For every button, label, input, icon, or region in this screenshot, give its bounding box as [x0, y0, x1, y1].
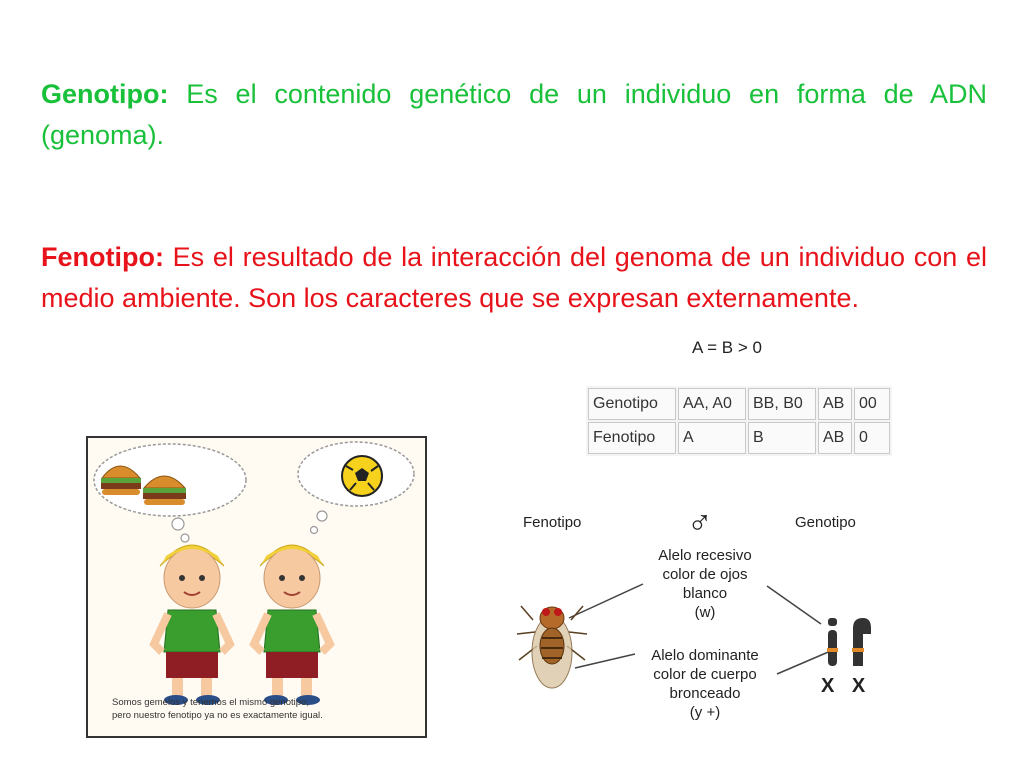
- recessive-line: blanco: [682, 585, 728, 602]
- table-cell: 00: [854, 388, 890, 420]
- blood-group-table: [586, 386, 892, 456]
- genotipo-label: Genotipo: [795, 514, 856, 531]
- table-cell: AA, A0: [678, 388, 746, 420]
- fenotipo-text: Es el resultado de la interacción del genoma de un individuo con el medio ambiente. Son los caracteres que se expresan externamente.: [41, 242, 987, 313]
- dominance-formula: A = B > 0: [692, 338, 762, 357]
- dominant-line: Alelo dominante: [651, 647, 759, 664]
- table-cell: BB, B0: [748, 388, 816, 420]
- table-cell: Fenotipo: [588, 422, 676, 454]
- genotipo-definition: [41, 74, 987, 156]
- fenotipo-definition: [41, 237, 987, 319]
- recessive-line: Alelo recesivo: [658, 547, 752, 564]
- male-symbol-icon: ♂: [687, 504, 713, 542]
- recessive-allele-label: [615, 546, 795, 622]
- twins-illustration: [86, 436, 427, 738]
- dominant-line: (y +): [689, 704, 721, 721]
- table-row: [588, 388, 890, 420]
- twin-boy-left: [154, 545, 230, 705]
- table-row: [588, 422, 890, 454]
- table-cell: Genotipo: [588, 388, 676, 420]
- table-cell: AB: [818, 388, 852, 420]
- twins-drawing: [88, 438, 425, 736]
- recessive-line: (w): [694, 604, 716, 621]
- caption-line: Somos gemelos y tenemos el mismo genotipo;: [112, 697, 309, 708]
- fruit-fly-image: [517, 606, 587, 688]
- thought-bubble-ball: [298, 442, 414, 534]
- genotipo-term: Genotipo:: [41, 79, 169, 109]
- twins-caption: [112, 696, 323, 722]
- table-cell: B: [748, 422, 816, 454]
- fruit-fly-diagram: [515, 500, 895, 750]
- dominant-line: color de cuerpo: [653, 666, 757, 683]
- chromosome-label: X X: [821, 675, 872, 697]
- table-cell: A: [678, 422, 746, 454]
- genotipo-text: Es el contenido genético de un individuo en forma de ADN (genoma).: [41, 79, 987, 150]
- fenotipo-label: Fenotipo: [523, 514, 582, 531]
- chromosome-pair: [827, 618, 871, 666]
- twin-boy-right: [254, 545, 330, 705]
- fenotipo-term: Fenotipo:: [41, 242, 164, 272]
- dominant-line: bronceado: [669, 685, 741, 702]
- table-cell: 0: [854, 422, 890, 454]
- caption-line: pero nuestro fenotipo ya no es exactamente igual.: [112, 710, 323, 721]
- recessive-line: color de ojos: [662, 566, 748, 583]
- dominant-allele-label: [615, 646, 795, 722]
- table-cell: AB: [818, 422, 852, 454]
- thought-bubble-burgers: [94, 444, 246, 542]
